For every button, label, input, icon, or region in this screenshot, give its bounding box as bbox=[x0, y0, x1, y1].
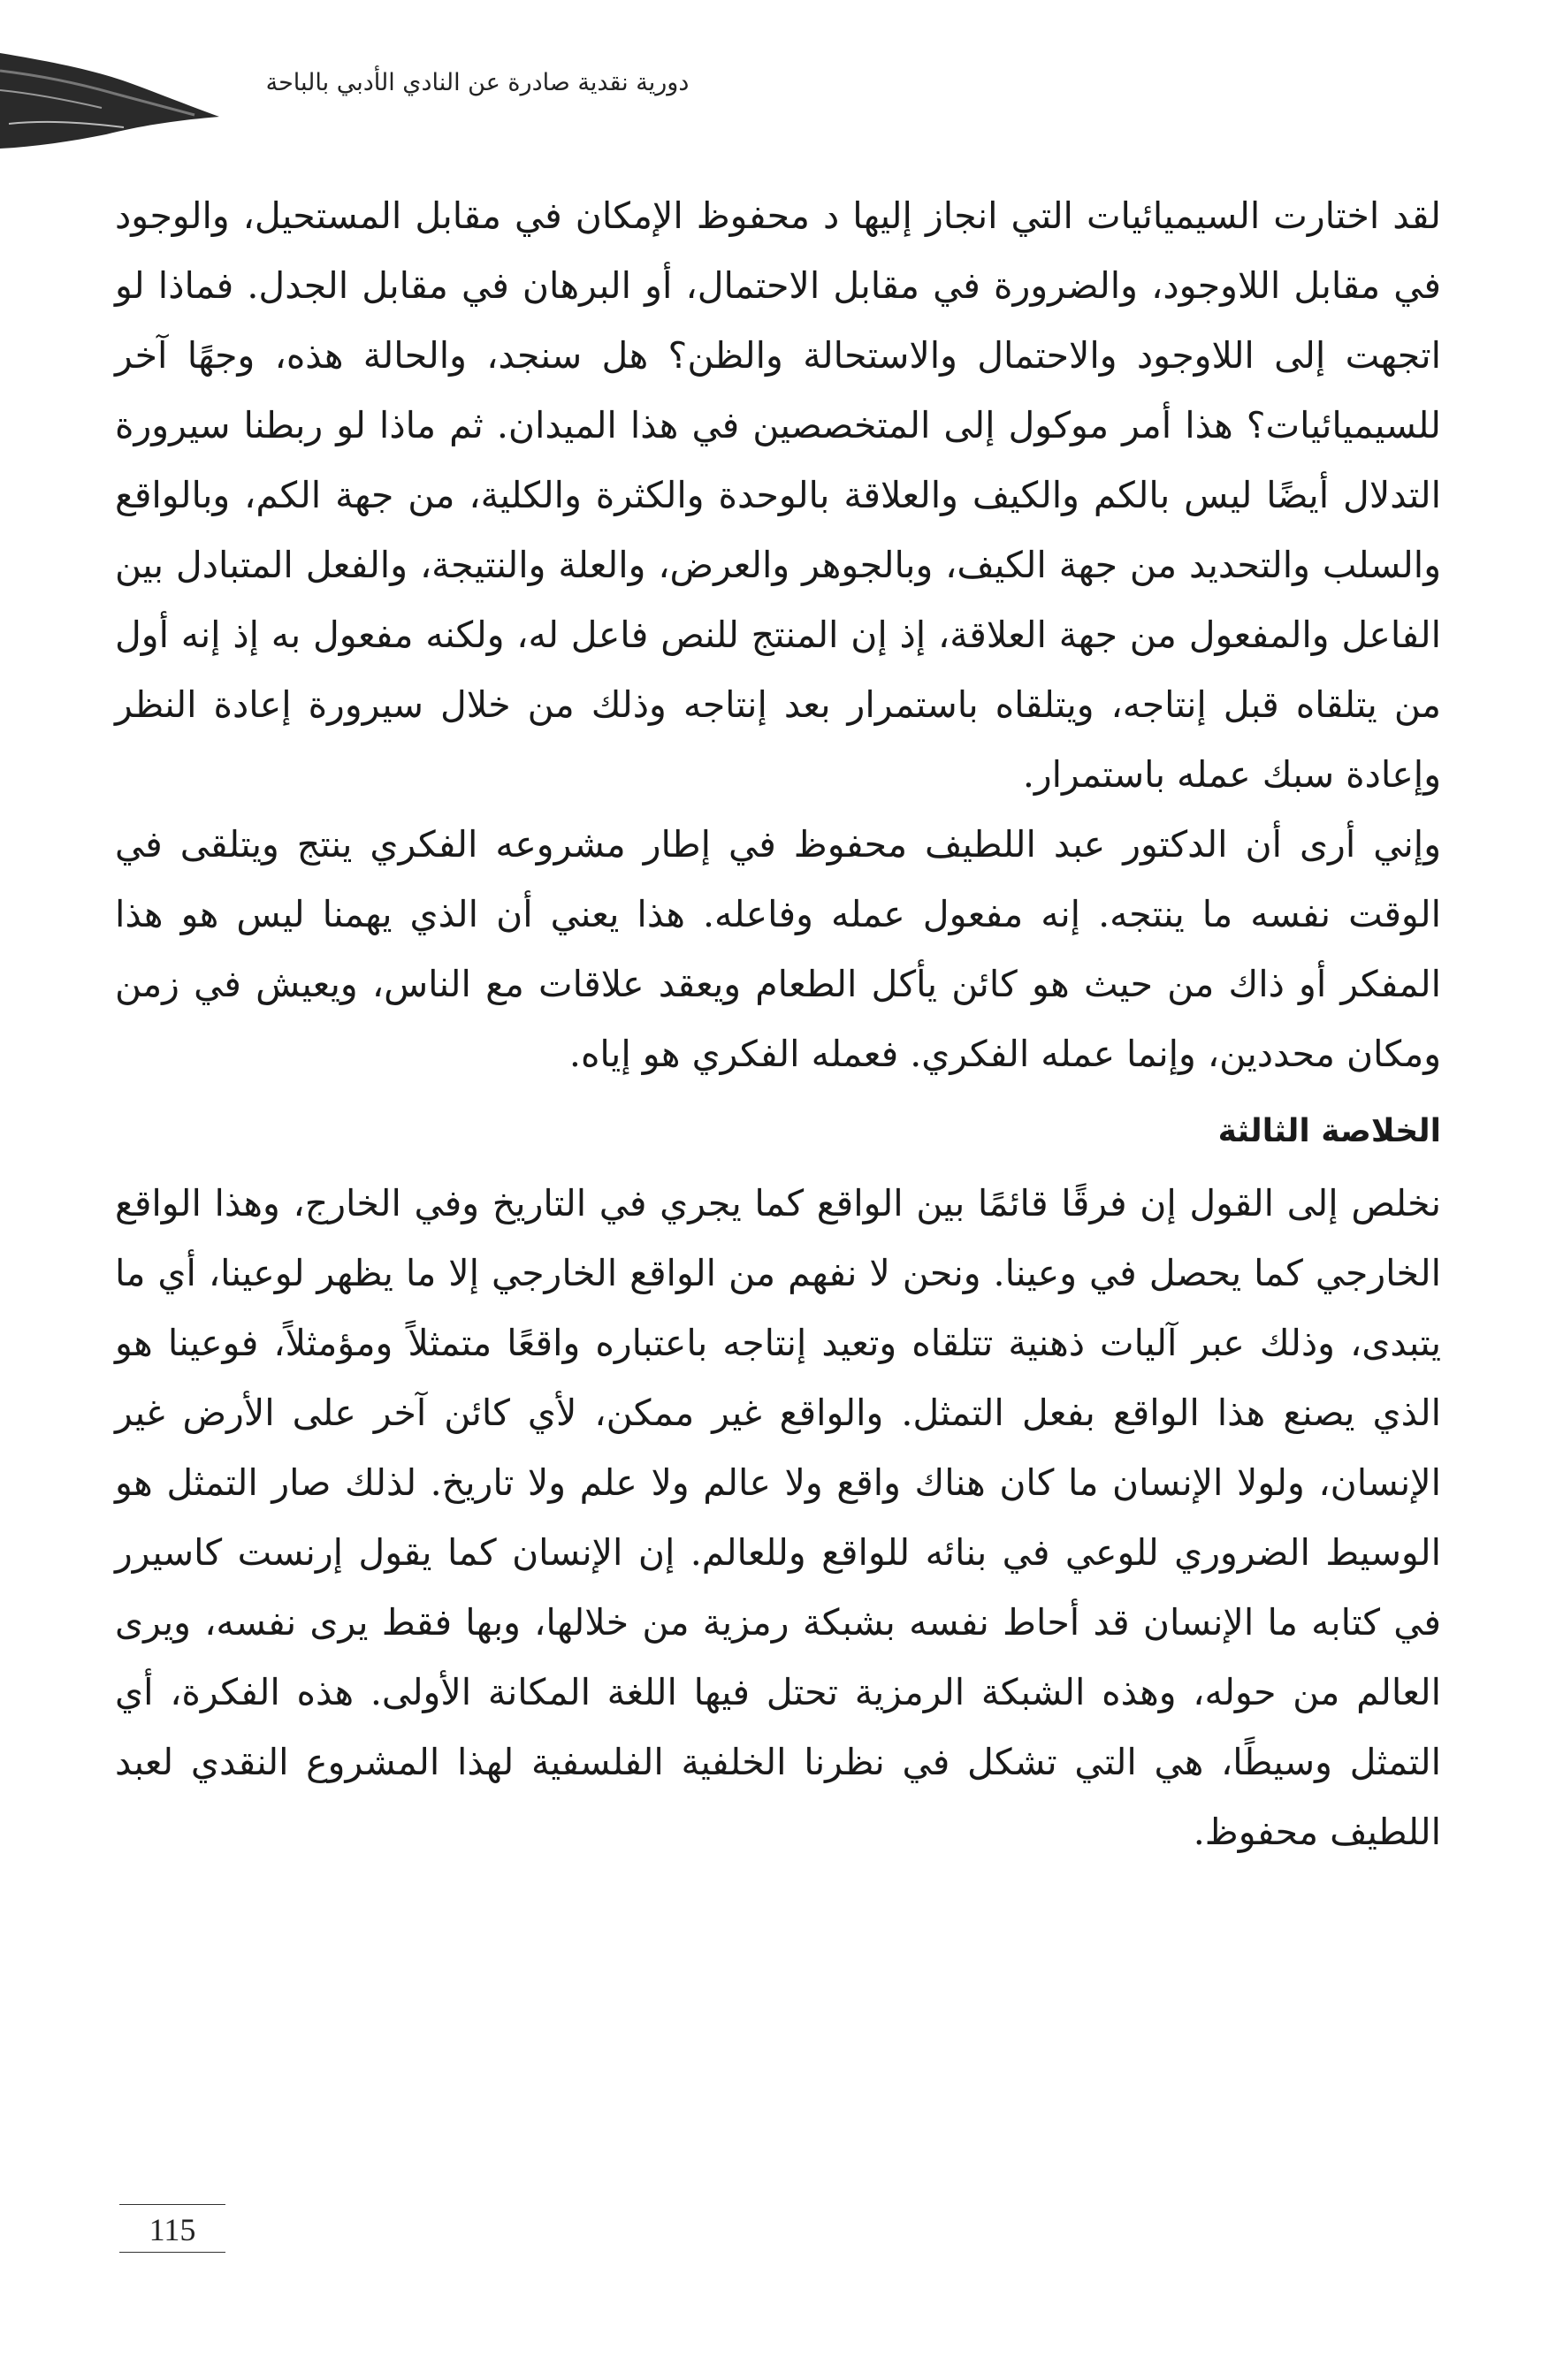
footer-rule-top bbox=[119, 2204, 225, 2205]
paragraph-1: لقد اختارت السيميائيات التي انجاز إليها د محفوظ الإمكان في مقابل المستحيل، والوجود في مقابل اللاوجود، والضرورة في مقابل الاحتمال، أو البرهان في مقابل الجدل. فماذا لو اتجهت إلى اللاوجود والاحتمال والاستحالة والظن؟ هل سنجد، والحالة هذه، وجهًا آخر للسيميائيات؟ هذا أمر موكول إلى المتخصصين في هذا الميدان. ثم ماذا لو ربطنا سيرورة التدلال أيضًا ليس بالكم والكيف والعلاقة بالوحدة والكثرة والكلية، من جهة الكم، وبالواقع والسلب والتحديد من جهة الكيف، وبالجوهر والعرض، والعلة والنتيجة، والفعل المتبادل بين الفاعل والمفعول من جهة العلاقة، إذ إن المنتج للنص فاعل له، ولكنه مفعول به إذ إنه أول من يتلقاه قبل إنتاجه، ويتلقاه باستمرار بعد إنتاجه وذلك من خلال سيرورة إعادة النظر وإعادة سبك عمله باستمرار. bbox=[115, 195, 1441, 796]
running-header: دورية نقدية صادرة عن النادي الأدبي بالباحة bbox=[265, 69, 690, 96]
header-ornament bbox=[0, 35, 221, 150]
paragraph-3: نخلص إلى القول إن فرقًا قائمًا بين الواقع كما يجري في التاريخ وفي الخارج، وهذا الواقع الخارجي كما يحصل في وعينا. ونحن لا نفهم من الواقع الخارجي إلا ما يظهر لوعينا، أي ما يتبدى، وذلك عبر آليات ذهنية تتلقاه وتعيد إنتاجه باعتباره واقعًا متمثلاً ومؤمثلاً، فوعينا هو الذي يصنع هذا الواقع بفعل التمثل. والواقع غير ممكن، لأي كائن آخر على الأرض غير الإنسان، ولولا الإنسان ما كان هناك واقع ولا عالم ولا علم ولا تاريخ. لذلك صار التمثل هو الوسيط الضروري للوعي في بنائه للواقع وللعالم. إن الإنسان كما يقول إرنست كاسيرر في كتابه ما الإنسان قد أحاط نفسه بشبكة رمزية من خلالها، وبها فقط يرى نفسه، ويرى العالم من حوله، وهذه الشبكة الرمزية تحتل فيها اللغة المكانة الأولى. هذه الفكرة، أي التمثل وسيطًا، هي التي تشكل في نظرنا الخلفية الفلسفية لهذا المشروع النقدي لعبد اللطيف محفوظ. bbox=[115, 1182, 1441, 1853]
page-number: 115 bbox=[149, 2212, 196, 2247]
footer-rule-bottom bbox=[119, 2252, 225, 2253]
paragraph-2: وإني أرى أن الدكتور عبد اللطيف محفوظ في إطار مشروعه الفكري ينتج ويتلقى في الوقت نفسه ما ينتجه. إنه مفعول عمله وفاعله. هذا يعني أن الذي يهمنا ليس هو هذا المفكر أو ذاك من حيث هو كائن يأكل الطعام ويعقد علاقات مع الناس، ويعيش في زمن ومكان محددين، وإنما عمله الفكري. فعمله الفكري هو إياه. bbox=[115, 823, 1441, 1075]
article-body bbox=[115, 181, 1441, 1867]
page-footer bbox=[119, 2204, 225, 2257]
section-heading: الخلاصة الثالثة bbox=[1217, 1113, 1441, 1149]
